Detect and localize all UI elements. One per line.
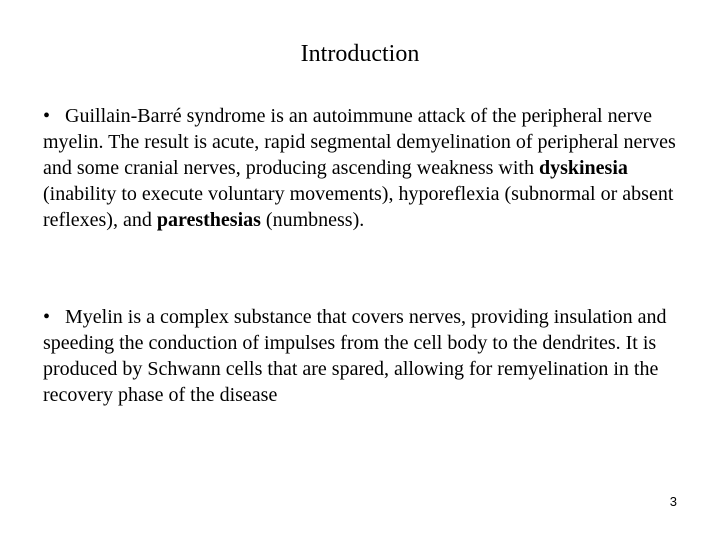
bullet-glyph: • bbox=[43, 306, 51, 328]
paragraph-text: Myelin is a complex substance that covers nerves, providing insulation and speeding the conduction of impulses from the cell body to the dendrites. It is produced by Schwann cells that are spared, allowing for remyelination in the recovery phase of the disease bbox=[43, 306, 667, 406]
page-number: 3 bbox=[669, 494, 677, 509]
paragraph-text: (inability to execute voluntary movements), hyporeflexia (subnormal or absent reflexes), and bbox=[43, 183, 674, 231]
paragraph-text: (numbness). bbox=[260, 209, 365, 231]
bold-term-paresthesias: paresthesias bbox=[156, 209, 261, 231]
bullet-paragraph-guillain-barre bbox=[43, 103, 677, 233]
paragraph-text: Guillain-Barré syndrome is an autoimmune attack of the peripheral nerve myelin. The result is acute, rapid segmental demyelination of peripheral nerves and some cranial nerves, producing ascending weakness with bbox=[43, 105, 676, 179]
bullet-glyph: • bbox=[43, 105, 51, 127]
bold-term-dyskinesia: dyskinesia bbox=[538, 157, 628, 179]
bullet-paragraph-myelin bbox=[43, 304, 677, 408]
slide-title: Introduction bbox=[300, 41, 420, 67]
